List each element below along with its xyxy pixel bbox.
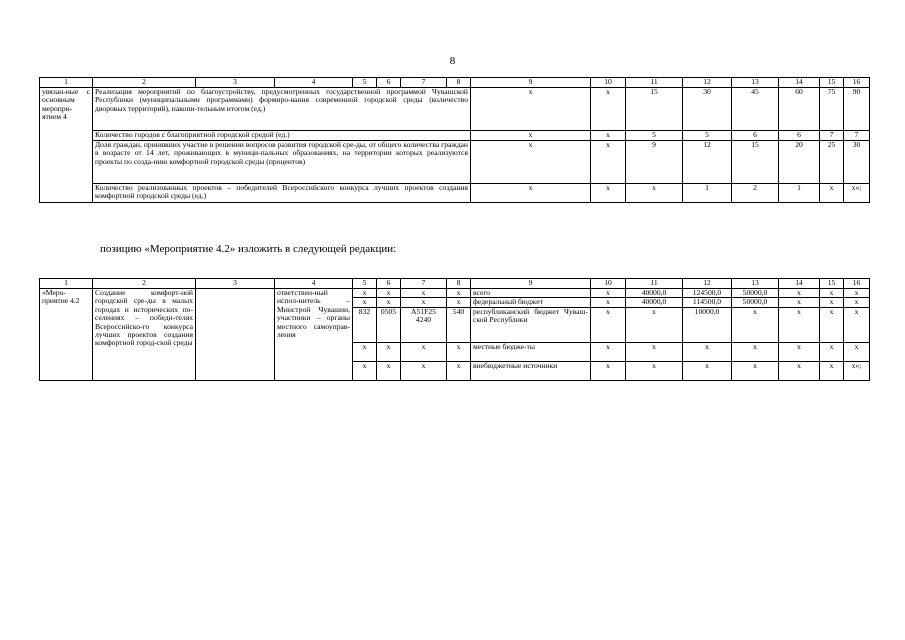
col-number: 9 — [471, 279, 591, 289]
table-row — [40, 131, 870, 141]
col-number: 2 — [93, 78, 196, 88]
indicator-text: Количество реализованных проектов – победителей Всероссийского конкурса лучших проектов создания комфортной городской среды (ед.) — [93, 184, 471, 203]
col-number: 10 — [591, 78, 626, 88]
funding-source: федеральный бюджет — [471, 298, 591, 307]
table-cell: 114500,0 — [683, 298, 732, 307]
col-number: 6 — [377, 78, 401, 88]
table-cell: 7 — [844, 131, 870, 141]
table-row — [40, 141, 870, 184]
table-cell: x — [779, 361, 820, 380]
col-number: 7 — [401, 279, 447, 289]
col-number: 15 — [820, 279, 844, 289]
col-number: 2 — [93, 279, 196, 289]
table-cell: 50000,0 — [732, 289, 779, 298]
table-cell: x — [377, 361, 401, 380]
table-cell: x — [844, 298, 870, 307]
table-cell: x — [626, 361, 683, 380]
table-cell: x — [844, 307, 870, 342]
table-cell: 2 — [732, 184, 779, 203]
indicators-table — [39, 77, 870, 203]
table-cell: x — [779, 298, 820, 307]
measure-label: «Меро-приятие 4.2 — [40, 289, 93, 381]
col-number: 13 — [732, 279, 779, 289]
table-cell: 90 — [844, 88, 870, 131]
table-cell: 5 — [683, 131, 732, 141]
table-cell: x — [844, 342, 870, 361]
related-measure-label: увязан-ные с основным меропри-ятием 4 — [40, 88, 93, 203]
table-cell: x — [353, 289, 377, 298]
table-cell: 60 — [779, 88, 820, 131]
table-cell: x — [471, 131, 591, 141]
page-number: 8 — [449, 55, 456, 67]
table-cell: x — [626, 342, 683, 361]
table-cell: x — [353, 361, 377, 380]
col-number: 5 — [353, 279, 377, 289]
table-cell: 10000,0 — [683, 307, 732, 342]
table-cell: x — [353, 342, 377, 361]
table-cell: 15 — [626, 88, 683, 131]
table-cell: x — [353, 298, 377, 307]
col-number: 11 — [626, 78, 683, 88]
table-cell: 1 — [779, 184, 820, 203]
col-number: 10 — [591, 279, 626, 289]
table-cell: x — [591, 298, 626, 307]
table-cell: 1 — [683, 184, 732, 203]
table-cell: 540 — [447, 307, 471, 342]
table-row — [40, 289, 870, 298]
table-cell: x — [820, 342, 844, 361]
indicator-text: Количество городов с благоприятной городской средой (ед.) — [93, 131, 471, 141]
table-cell: 6 — [779, 131, 820, 141]
col-number: 1 — [40, 78, 93, 88]
col-number: 12 — [683, 78, 732, 88]
table-cell: x — [377, 289, 401, 298]
table-cell: x — [626, 184, 683, 203]
table-cell: 45 — [732, 88, 779, 131]
table-cell: x — [401, 342, 447, 361]
table-cell: x — [820, 298, 844, 307]
col-number: 4 — [275, 78, 353, 88]
table-cell: x — [471, 88, 591, 131]
table-cell: x — [377, 298, 401, 307]
responsible-executor: ответствен-ный испол-нитель – Минстрой Чувашии, участники – органы местного самоуправ-ления — [275, 289, 353, 381]
table-cell: x — [591, 131, 626, 141]
table-cell: x — [732, 361, 779, 380]
col-number: 8 — [447, 279, 471, 289]
table-cell: x»; — [844, 361, 870, 380]
table-cell: x — [377, 342, 401, 361]
table-cell: x — [591, 184, 626, 203]
column-number-row — [40, 279, 870, 289]
table-cell: 15 — [732, 141, 779, 184]
table-cell: x — [447, 361, 471, 380]
measure-description: Создание комфорт-ной городской сре-ды в малых городах и исторических по-селениях – победи-телях Всероссийско-го конкурса лучших проектов создания комфортной город-ской среды — [93, 289, 196, 381]
table-cell: x — [683, 342, 732, 361]
table-cell: x — [447, 342, 471, 361]
measure-4-2-table — [39, 278, 870, 381]
table-cell: 75 — [820, 88, 844, 131]
table-cell: x — [844, 289, 870, 298]
table-cell: 25 — [820, 141, 844, 184]
col-number: 5 — [353, 78, 377, 88]
table-cell: x — [591, 88, 626, 131]
table-cell: x — [820, 361, 844, 380]
column-number-row — [40, 78, 870, 88]
table-cell: x — [447, 298, 471, 307]
col-number: 3 — [196, 78, 275, 88]
table-cell: x — [591, 289, 626, 298]
funding-source: внебюджетные источники — [471, 361, 591, 380]
table-cell: x — [820, 184, 844, 203]
table-cell: x — [591, 342, 626, 361]
col-number: 3 — [196, 279, 275, 289]
col-number: 16 — [844, 279, 870, 289]
funding-source: всего — [471, 289, 591, 298]
table-cell: x — [401, 289, 447, 298]
table-cell: 30 — [844, 141, 870, 184]
col-number: 9 — [471, 78, 591, 88]
indicator-text: Доля граждан, принявших участие в решении вопросов развития городской сре-ды, от общего количества граждан в возрасте от 14 лет, проживающих в муници-пальных образованиях, на территории которых реализуются проекты по созда-нию комфортной городской среды (процентов) — [93, 141, 471, 184]
table-row — [40, 184, 870, 203]
table-cell: 124500,0 — [683, 289, 732, 298]
col-number: 12 — [683, 279, 732, 289]
table-cell: 0505 — [377, 307, 401, 342]
table-cell: x — [401, 361, 447, 380]
measure-empty-cell — [196, 289, 275, 381]
funding-source: республиканский бюджет Чуваш-ской Республики — [471, 307, 591, 342]
table-cell: x — [732, 342, 779, 361]
section-instruction-text: позицию «Мероприятие 4.2» изложить в следующей редакции: — [100, 243, 397, 255]
col-number: 14 — [779, 279, 820, 289]
col-number: 15 — [820, 78, 844, 88]
table-cell: 30 — [683, 88, 732, 131]
table-cell: x — [447, 289, 471, 298]
table-cell: x — [732, 307, 779, 342]
col-number: 6 — [377, 279, 401, 289]
table-cell: 20 — [779, 141, 820, 184]
table-cell: 5 — [626, 131, 683, 141]
funding-source: местные бюдже-ты — [471, 342, 591, 361]
table-cell: 12 — [683, 141, 732, 184]
table-cell: x — [591, 141, 626, 184]
table-cell: 40000,0 — [626, 289, 683, 298]
table-cell: x — [591, 307, 626, 342]
table-cell: 9 — [626, 141, 683, 184]
table-cell: 6 — [732, 131, 779, 141]
table-cell: x — [683, 361, 732, 380]
table-cell: 7 — [820, 131, 844, 141]
table-cell: A51F25 4240 — [401, 307, 447, 342]
table-cell: x — [779, 307, 820, 342]
col-number: 1 — [40, 279, 93, 289]
indicator-text: Реализация мероприятий по благоустройству, предусмотренных государственной программой Чувашской Республики (муниципальными программами) формиро-вания современной городской среды (количество дворовых территорий), накопи-тельным итогом (ед.) — [93, 88, 471, 131]
table-cell: x — [820, 307, 844, 342]
col-number: 4 — [275, 279, 353, 289]
table-cell: x — [626, 307, 683, 342]
table-row — [40, 88, 870, 131]
col-number: 11 — [626, 279, 683, 289]
table-cell: x»; — [844, 184, 870, 203]
table-cell: x — [779, 289, 820, 298]
table-cell: x — [471, 184, 591, 203]
table-cell: 50000,0 — [732, 298, 779, 307]
col-number: 16 — [844, 78, 870, 88]
table-cell: x — [779, 342, 820, 361]
table-cell: x — [471, 141, 591, 184]
table-cell: x — [591, 361, 626, 380]
col-number: 14 — [779, 78, 820, 88]
col-number: 8 — [447, 78, 471, 88]
col-number: 13 — [732, 78, 779, 88]
table-cell: x — [820, 289, 844, 298]
table-cell: x — [401, 298, 447, 307]
table-cell: 832 — [353, 307, 377, 342]
col-number: 7 — [401, 78, 447, 88]
table-cell: 40000,0 — [626, 298, 683, 307]
